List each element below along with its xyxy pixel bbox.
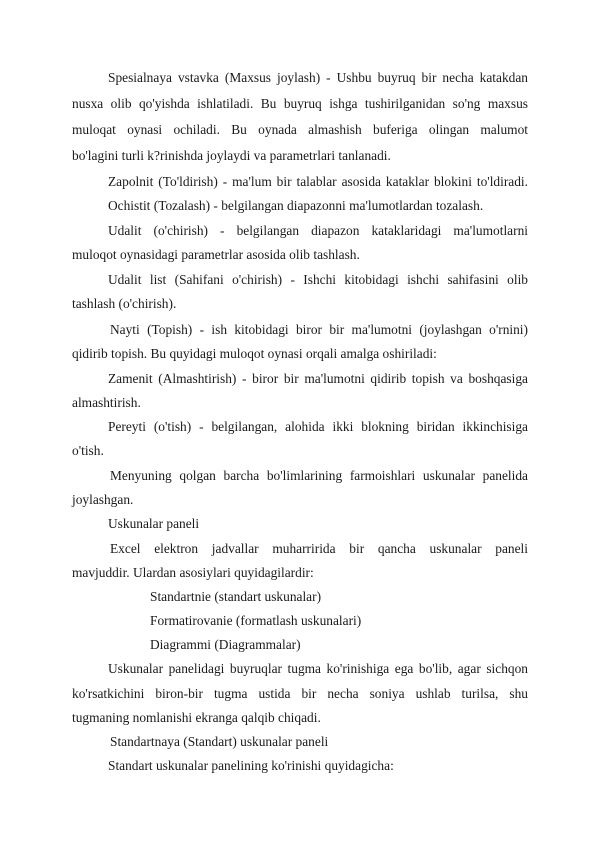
- text-line: Excel elektron jadvallar muharririda bir qancha uskunalar paneli: [110, 541, 528, 556]
- text-line: muloqot oynasidagi parametrlar asosida olib tashlash.: [72, 247, 360, 262]
- text-line: Uskunalar panelidagi buyruqlar tugma ko'rinishiga ega bo'lib, agar sichqon: [108, 661, 528, 676]
- list-item: Formatirovanie (formatlash uskunalari): [150, 613, 362, 628]
- text-line: ko'rsatkichini biron-bir tugma ustida bir necha soniya ushlab turilsa, shu: [72, 686, 528, 701]
- section-heading: Standartnaya (Standart) uskunalar paneli: [110, 734, 329, 749]
- text-line: Standart uskunalar panelining ko'rinishi quyidagicha:: [108, 758, 394, 773]
- text-line: Zapolnit (To'ldirish) - ma'lum bir talablar asosida kataklar blokini to'ldiradi.: [108, 174, 528, 189]
- text-line: qidirib topish. Bu quyidagi muloqot oynasi orqali amalga oshiriladi:: [72, 346, 437, 361]
- text-line: bo'lagini turli k?rinishda joylaydi va parametrlari tanlanadi.: [72, 148, 391, 163]
- text-line: tugmaning nomlanishi ekranga qalqib chiqadi.: [72, 710, 321, 725]
- section-heading: Uskunalar paneli: [108, 516, 200, 531]
- list-item: Standartnie (standart uskunalar): [150, 589, 322, 604]
- text-line: Menyuning qolgan barcha bo'limlarining farmoishlari uskunalar panelida: [110, 468, 528, 483]
- text-line: Nayti (Topish) - ish kitobidagi biror bir ma'lumotni (joylashgan o'rnini): [110, 322, 528, 337]
- text-line: tashlash (o'chirish).: [72, 296, 177, 311]
- text-line: mavjuddir. Ulardan asosiylari quyidagilardir:: [72, 565, 314, 580]
- text-line: almashtirish.: [72, 395, 141, 410]
- text-line: Pereyti (o'tish) - belgilangan, alohida ikki blokning biridan ikkinchisiga: [108, 419, 528, 434]
- text-line: Zamenit (Almashtirish) - biror bir ma'lumotni qidirib topish va boshqasiga: [108, 371, 528, 386]
- text-line: Udalit (o'chirish) - belgilangan diapazon kataklaridagi ma'lumotlarni: [108, 223, 528, 238]
- text-line: muloqat oynasi ochiladi. Bu oynada almashish buferiga olingan malumot: [72, 122, 528, 137]
- text-line: Spesialnaya vstavka (Maxsus joylash) - Ushbu buyruq bir necha katakdan: [108, 70, 528, 85]
- list-item: Diagrammi (Diagrammalar): [150, 637, 301, 652]
- text-line: nusxa olib qo'yishda ishlatiladi. Bu buyruq ishga tushirilganidan so'ng maxsus: [72, 96, 528, 111]
- text-line: o'tish.: [72, 443, 104, 458]
- text-line: joylashgan.: [72, 492, 134, 507]
- text-line: Udalit list (Sahifani o'chirish) - Ishchi kitobidagi ishchi sahifasini olib: [108, 272, 528, 287]
- text-line: Ochistit (Tozalash) - belgilangan diapazonni ma'lumotlardan tozalash.: [108, 198, 484, 213]
